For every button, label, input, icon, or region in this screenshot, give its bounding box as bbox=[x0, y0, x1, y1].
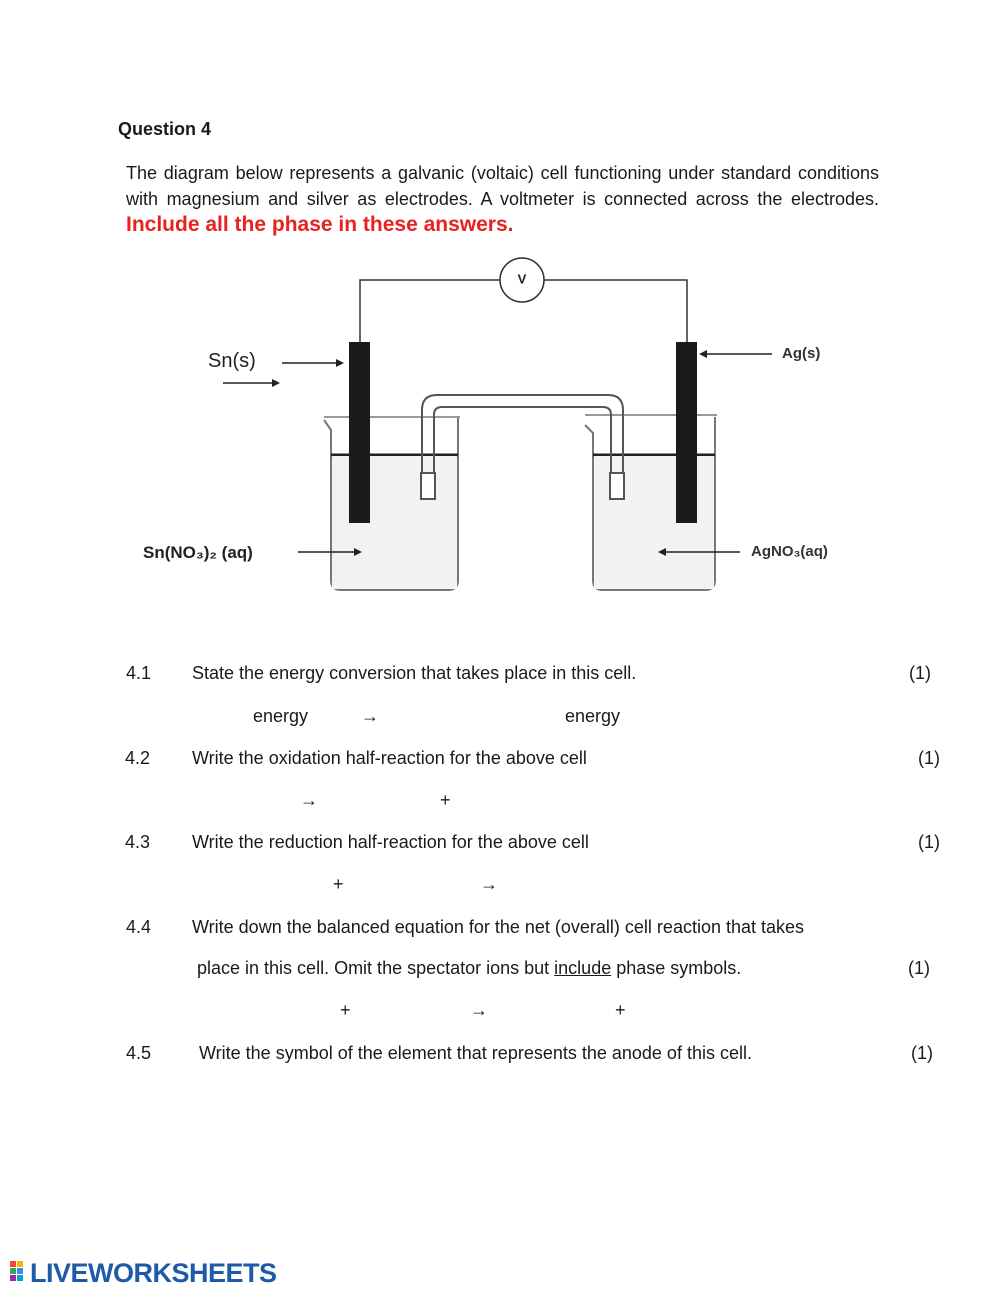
q4-4-text: Write down the balanced equation for the net (overall) cell reaction that takes bbox=[192, 917, 805, 937]
q4-2-marks: (1) bbox=[918, 748, 940, 768]
sn-label: Sn(s) bbox=[208, 350, 256, 372]
intro-paragraph bbox=[126, 160, 879, 238]
q4-5-text: Write the symbol of the element that represents the anode of this cell. bbox=[199, 1043, 752, 1063]
q4-4-text2-pre: place in this cell. Omit the spectator ions but bbox=[197, 958, 555, 978]
logo-text: LIVEWORKSHEETS bbox=[30, 1257, 277, 1288]
q4-3-marks: (1) bbox=[918, 832, 940, 852]
sn-electrode bbox=[349, 342, 370, 523]
q4-1-marks: (1) bbox=[909, 663, 931, 683]
a4-plus2: + bbox=[615, 1000, 626, 1020]
a3-arrow: → bbox=[480, 874, 498, 894]
q4-4-number: 4.4 bbox=[126, 917, 152, 937]
galvanic-cell-diagram bbox=[130, 245, 870, 605]
a2-arrow: → bbox=[300, 790, 318, 810]
q4-1-text: State the energy conversion that takes place in this cell. bbox=[192, 663, 637, 683]
q4-4-text2-underlined: include bbox=[554, 958, 612, 978]
intro-emphasis: Include all the phase in these answers. bbox=[126, 213, 514, 236]
q4-2-text: Write the oxidation half-reaction for the above cell bbox=[192, 748, 587, 768]
a1-word1: energy bbox=[253, 706, 309, 726]
ag-solution-label: AgNO₃(aq) bbox=[751, 543, 828, 560]
a1-word2: energy bbox=[565, 706, 621, 726]
sn-solution-label: Sn(NO₃)₂ (aq) bbox=[143, 543, 253, 562]
salt-bridge-inner bbox=[434, 407, 611, 480]
intro-text: The diagram below represents a galvanic (voltaic) cell functioning under standard conditions with magnesium and silver as electrodes. A voltmeter is connected across the electrodes. bbox=[126, 163, 879, 209]
wire-right bbox=[544, 280, 687, 345]
q4-4-marks: (1) bbox=[908, 958, 930, 978]
q4-1-number: 4.1 bbox=[126, 663, 152, 683]
a4-arrow: → bbox=[470, 1000, 488, 1020]
question-title: Question 4 bbox=[118, 119, 212, 139]
q4-4-text2-post: phase symbols. bbox=[611, 958, 742, 978]
q4-3-number: 4.3 bbox=[125, 832, 151, 852]
ag-label: Ag(s) bbox=[782, 345, 821, 362]
q4-3-text: Write the reduction half-reaction for the above cell bbox=[192, 832, 589, 852]
q4-5-number: 4.5 bbox=[126, 1043, 152, 1063]
q4-4-text-line2 bbox=[197, 958, 741, 979]
a3-plus: + bbox=[333, 874, 344, 894]
a4-plus1: + bbox=[340, 1000, 351, 1020]
voltmeter-label: V bbox=[517, 271, 527, 287]
logo-icon bbox=[10, 1261, 30, 1285]
wire-left bbox=[360, 280, 500, 345]
ag-electrode bbox=[676, 342, 697, 523]
liveworksheets-logo bbox=[10, 1258, 277, 1288]
q4-5-marks: (1) bbox=[911, 1043, 933, 1063]
a1-arrow: → bbox=[361, 706, 379, 726]
a2-plus: + bbox=[440, 790, 451, 810]
q4-2-number: 4.2 bbox=[125, 748, 151, 768]
